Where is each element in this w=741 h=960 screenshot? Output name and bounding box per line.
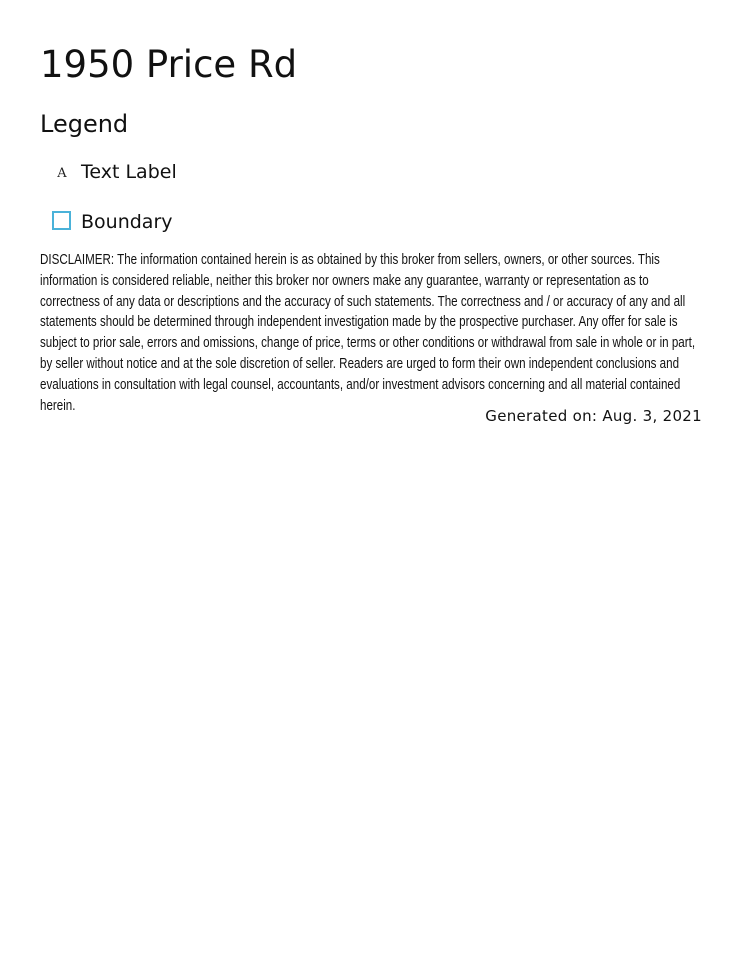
text-label-icon: A bbox=[57, 166, 67, 181]
page-title: 1950 Price Rd bbox=[40, 43, 298, 86]
legend-item-boundary bbox=[40, 207, 440, 237]
generated-date: Generated on: Aug. 3, 2021 bbox=[485, 407, 702, 425]
legend-item-text-label bbox=[40, 157, 440, 187]
disclaimer-text: DISCLAIMER: The information contained herein is as obtained by this broker from sellers, owners, or other sources. This information is considered reliable, neither this broker nor owners make any guarantee, warranty or representation as to correctness of any data or descriptions and the accuracy of such statements. The correctness and / or accuracy of any and all statements should be determined through independent investigation made by the prospective purchaser. Any offer for sale is subject to prior sale, errors and omissions, change of price, terms or other conditions or withdrawal from sale in whole or in part, by seller without notice and at the sole discretion of seller. Readers are urged to form their own independent conclusions and evaluations in consultation with legal counsel, accountants, and/or investment advisors concerning and all material contained herein. bbox=[40, 252, 696, 414]
boundary-square-icon bbox=[52, 211, 71, 230]
legend-label-boundary: Boundary bbox=[81, 211, 173, 233]
legend-label-text-label: Text Label bbox=[81, 161, 177, 183]
legend-heading: Legend bbox=[40, 110, 129, 138]
